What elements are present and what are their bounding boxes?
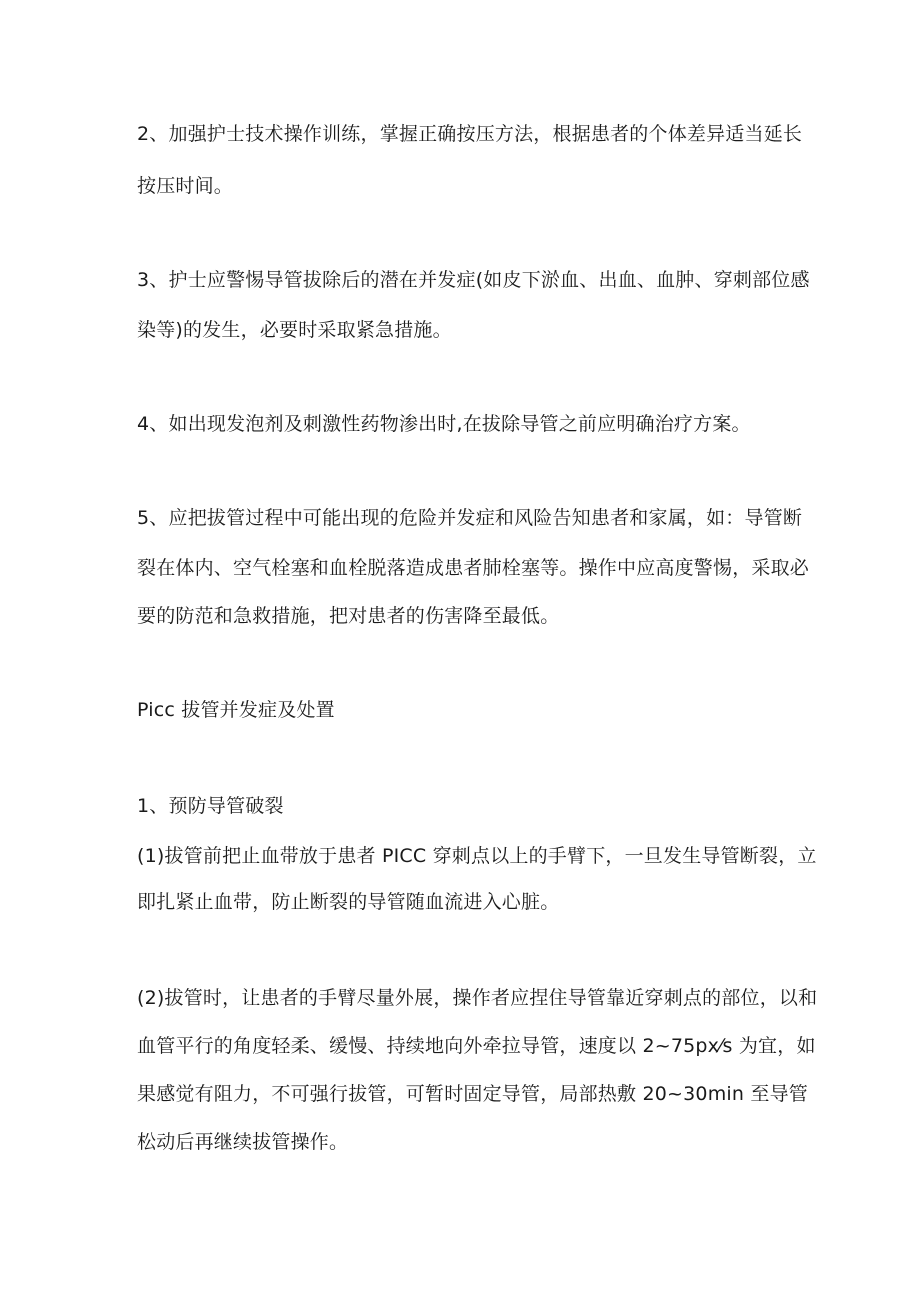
item-2-line-1: (2)拔管时，让患者的手臂尽量外展，操作者应捏住导管靠近穿刺点的部位，以和	[137, 987, 818, 1009]
paragraph-3-line-1: 3、护士应警惕导管拔除后的潜在并发症(如皮下淤血、出血、血肿、穿刺部位感	[137, 269, 810, 291]
item-2-line-4: 松动后再继续拔管操作。	[137, 1131, 349, 1153]
item-1-line-2: 即扎紧止血带，防止断裂的导管随血流进入心脏。	[137, 891, 560, 913]
paragraph-5-line-1: 5、应把拔管过程中可能出现的危险并发症和风险告知患者和家属，如：导管断	[137, 507, 803, 529]
paragraph-2-line-1: 2、加强护士技术操作训练，掌握正确按压方法，根据患者的个体差异适当延长	[137, 123, 803, 145]
paragraph-5-line-3: 要的防范和急救措施，把对患者的伤害降至最低。	[137, 605, 560, 627]
paragraph-3-line-2: 染等)的发生，必要时采取紧急措施。	[137, 319, 452, 341]
paragraph-2-line-2: 按压时间。	[137, 175, 234, 197]
item-1-line-1: (1)拔管前把止血带放于患者 PICC 穿刺点以上的手臂下，一旦发生导管断裂，立	[137, 845, 817, 867]
paragraph-4-line-1: 4、如出现发泡剂及刺激性药物渗出时,在拔除导管之前应明确治疗方案。	[137, 413, 751, 435]
item-2-line-3: 果感觉有阻力，不可强行拔管，可暂时固定导管，局部热敷 20~30min 至导管	[137, 1083, 808, 1105]
subheading-1: 1、预防导管破裂	[137, 795, 284, 817]
section-heading: Picc 拔管并发症及处置	[137, 699, 335, 721]
item-2-line-2: 血管平行的角度轻柔、缓慢、持续地向外牵拉导管，速度以 2~75px⁄s 为宜，如	[137, 1035, 816, 1057]
paragraph-5-line-2: 裂在体内、空气栓塞和血栓脱落造成患者肺栓塞等。操作中应高度警惕，采取必	[137, 557, 810, 579]
